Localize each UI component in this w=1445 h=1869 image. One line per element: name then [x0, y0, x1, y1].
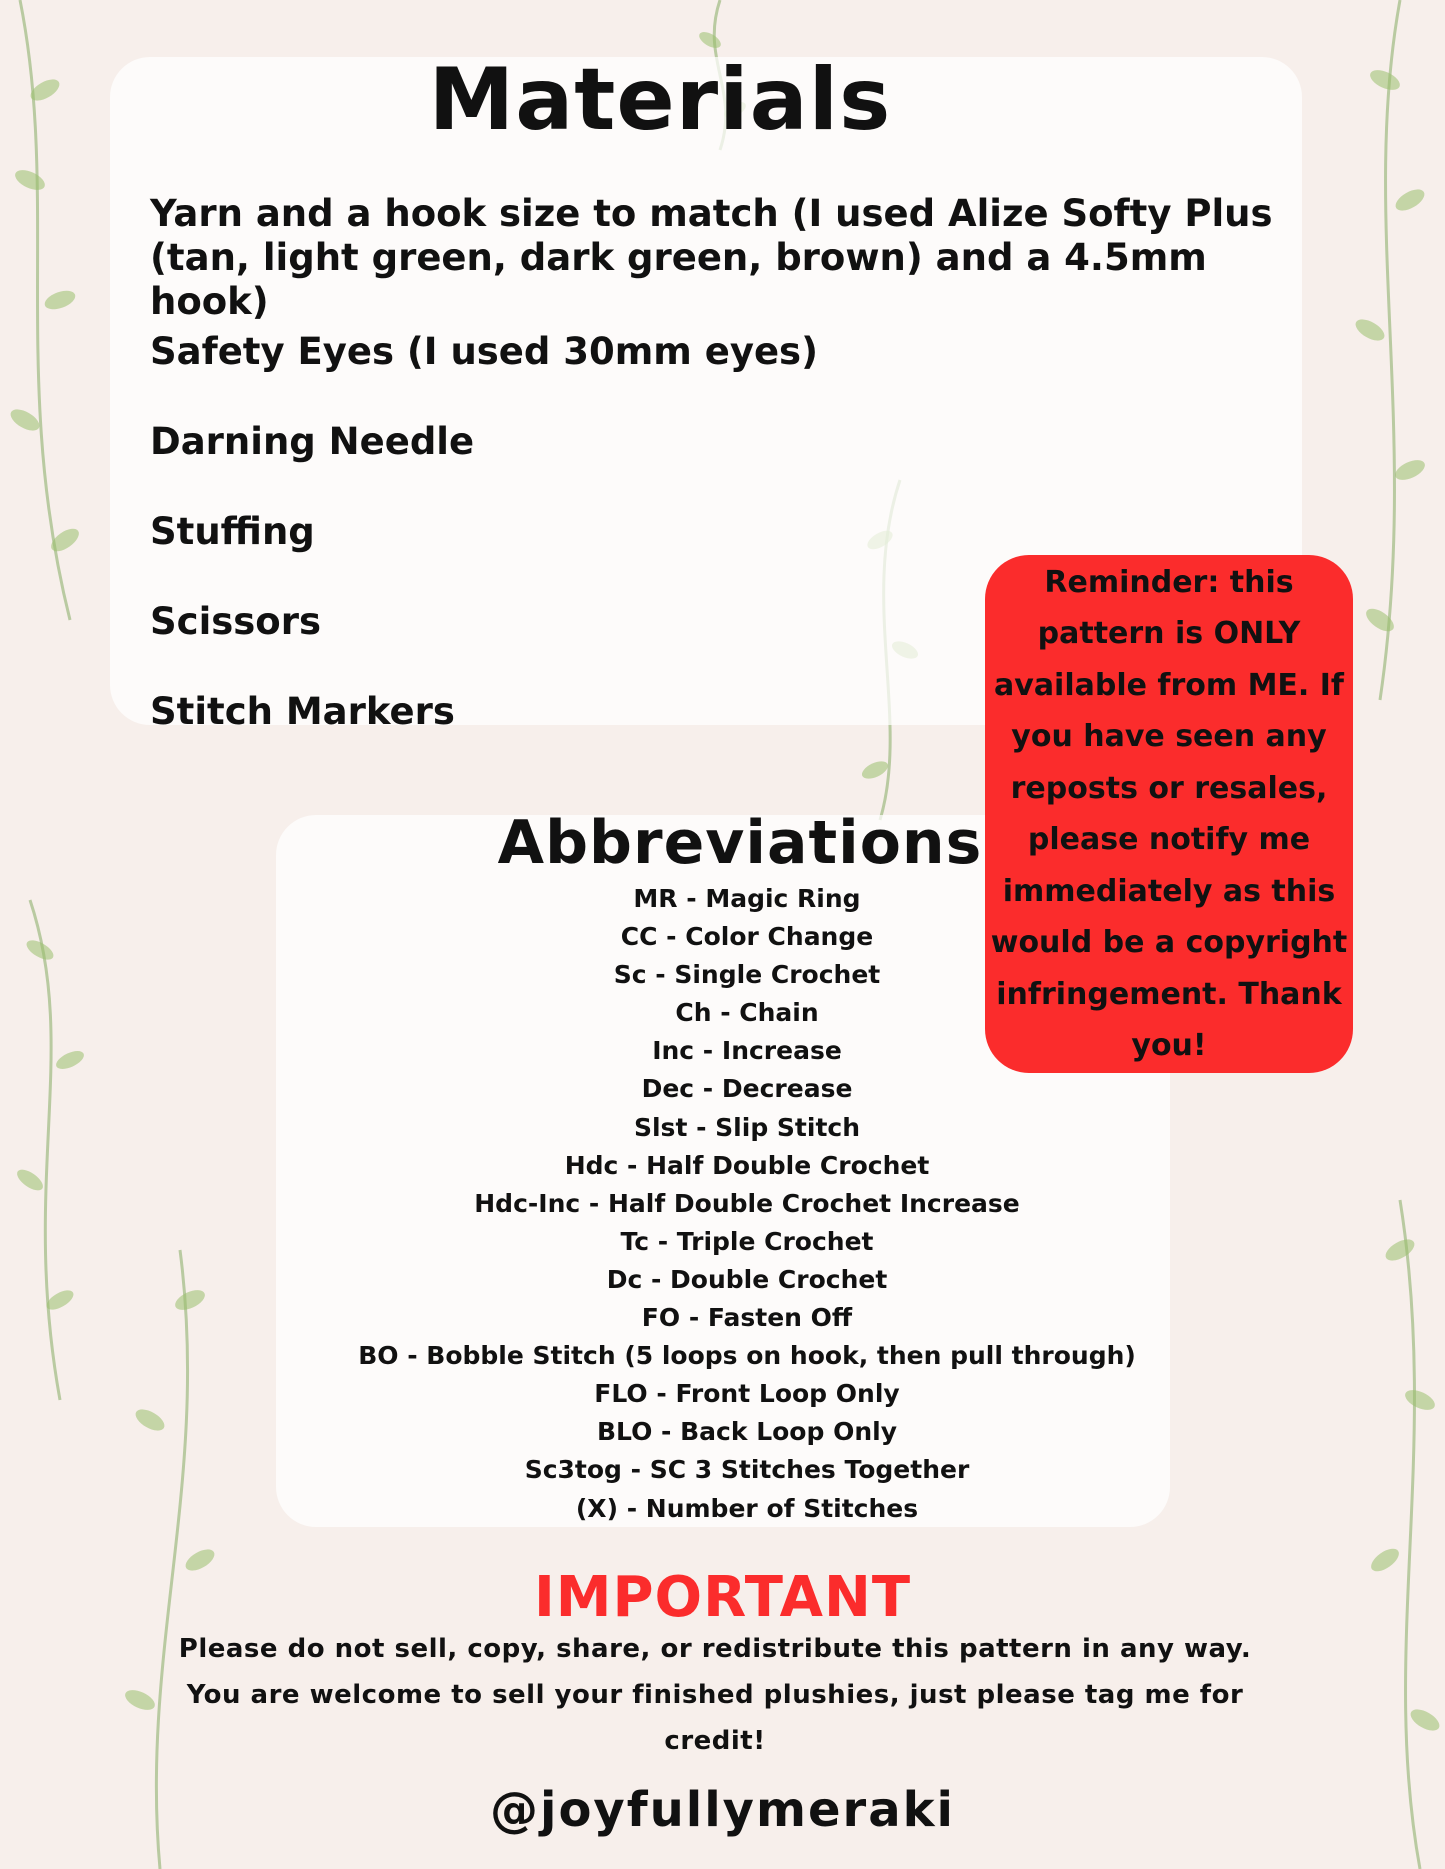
material-item-yarn: Yarn and a hook size to match (I used Alize Softy Plus (tan, light green, dark green, brown) and a 4.5mm hook) [150, 192, 1273, 323]
material-item-darning-needle: Darning Needle [150, 420, 475, 463]
abbreviation-item: CC - Color Change [620, 922, 874, 952]
material-item-stitch-markers: Stitch Markers [150, 690, 455, 733]
abbreviations-list [276, 880, 1218, 1528]
abbreviation-item: Tc - Triple Crochet [620, 1226, 874, 1256]
abbreviation-item: Slst - Slip Stitch [633, 1112, 861, 1142]
material-item-safety-eyes: Safety Eyes (I used 30mm eyes) [150, 330, 818, 373]
abbreviation-item: MR - Magic Ring [633, 884, 861, 913]
material-item-stuffing: Stuffing [150, 510, 315, 553]
abbreviations-title: Abbreviations [497, 808, 983, 878]
abbreviation-item: Hdc - Half Double Crochet [564, 1150, 930, 1180]
abbreviation-item: FLO - Front Loop Only [594, 1379, 900, 1409]
materials-title: Materials [428, 50, 892, 150]
reminder-text: Reminder: this pattern is ONLY available from ME. If you have seen any reposts or resales, please notify me immediately as this would be a copyright infringement. Thank you! [990, 564, 1348, 1063]
abbreviation-item: (X) - Number of Stitches [575, 1493, 919, 1523]
abbreviation-item: Sc - Single Crochet [613, 960, 881, 990]
social-handle: @joyfullymeraki [490, 1782, 955, 1838]
abbreviation-item: BLO - Back Loop Only [597, 1417, 897, 1447]
abbreviation-item: Inc - Increase [652, 1036, 842, 1066]
important-heading: IMPORTANT [533, 1565, 912, 1630]
abbreviation-item: Dec - Decrease [641, 1074, 853, 1104]
abbreviation-item: Sc3tog - SC 3 Stitches Together [524, 1455, 970, 1485]
abbreviation-item: Dc - Double Crochet [606, 1264, 888, 1294]
important-text: Please do not sell, copy, share, or redistribute this pattern in any way. You are welcome to sell your finished plushies, just please tag me for credit! [178, 1634, 1252, 1756]
abbreviation-item: Ch - Chain [675, 998, 819, 1028]
abbreviation-item: FO - Fasten Off [641, 1303, 853, 1333]
abbreviation-item: Hdc-Inc - Half Double Crochet Increase [474, 1188, 1020, 1218]
abbreviation-item: BO - Bobble Stitch (5 loops on hook, then pull through) [358, 1341, 1136, 1371]
material-item-scissors: Scissors [150, 600, 321, 643]
